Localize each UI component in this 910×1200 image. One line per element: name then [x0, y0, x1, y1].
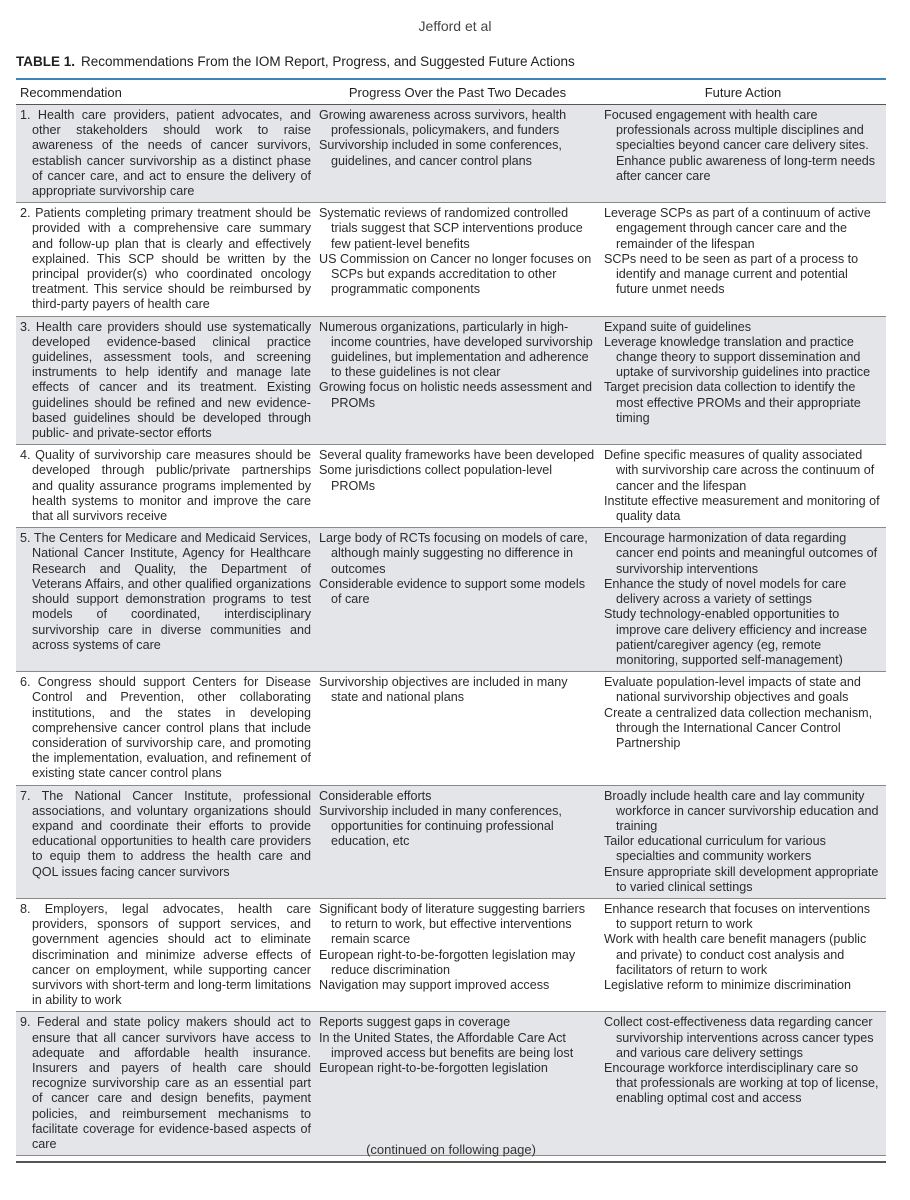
future-action-entry: Encourage workforce interdisciplinary care so that professionals are working at top of license, enabling optimal cost and access — [604, 1060, 879, 1106]
progress-cell — [315, 672, 600, 785]
future-action-entry: Encourage harmonization of data regarding cancer end points and meaningful outcomes of survivorship interventions — [604, 531, 878, 576]
future-action-cell — [600, 105, 886, 203]
progress-entry: Considerable evidence to support some models of care — [319, 576, 586, 607]
continuation-note: (continued on following page) — [366, 1142, 536, 1157]
progress-entry: Survivorship included in many conferences, opportunities for continuing professional education, etc — [319, 803, 562, 849]
future-action-cell — [600, 203, 886, 316]
progress-cell — [315, 316, 600, 445]
progress-entry: Systematic reviews of randomized controlled trials suggest that SCP interventions produce few patient-level benefits — [319, 206, 583, 251]
recommendations-table — [16, 78, 886, 1156]
table-title: Recommendations From the IOM Report, Progress, and Suggested Future Actions — [81, 54, 575, 69]
table-label: TABLE 1. — [16, 54, 76, 69]
future-action-entry: Study technology-enabled opportunities to improve care delivery efficiency and increase patient/caregiver agency (eg, remote monitoring, supported self-management) — [604, 607, 868, 667]
future-action-entry: Enhance research that focuses on interventions to support return to work — [604, 901, 871, 932]
future-action-entry: Focused engagement with health care professionals across multiple disciplines and specialties beyond cancer care delivery sites. Enhance public awareness of long-term needs after cancer care — [604, 108, 876, 183]
progress-entry: Several quality frameworks have been developed — [319, 448, 595, 463]
future-action-cell — [600, 445, 886, 528]
table-row — [16, 105, 886, 203]
recommendation-cell — [16, 528, 315, 672]
progress-entry: European right-to-be-forgotten legislation may reduce discrimination — [319, 947, 576, 977]
recommendation-text: 3. Health care providers should use systematically developed evidence-based clinical practice guidelines, assessment tools, and screening instruments to help identify and manage late effects of cancer and its treatment. Existing guidelines should be refined and new evidence-based guidelines should be developed through public- and private-sector efforts — [20, 319, 311, 441]
recommendation-text: 7. The National Cancer Institute, professional associations, and voluntary organizations should expand and coordinate their efforts to provide educational opportunities to health care providers to equip them to address the health care and QOL issues facing cancer survivors — [20, 788, 311, 879]
header-future-action: Future Action — [600, 79, 886, 105]
table-row — [16, 898, 886, 1011]
future-action-entry: Leverage SCPs as part of a continuum of active engagement through cancer care and the remainder of the lifespan — [604, 206, 871, 251]
progress-entry: Significant body of literature suggesting barriers to return to work, but effective interventions remain scarce — [319, 901, 586, 947]
table-row — [16, 1012, 886, 1156]
table-row — [16, 316, 886, 445]
recommendation-cell — [16, 105, 315, 203]
progress-cell — [315, 203, 600, 316]
recommendation-text: 8. Employers, legal advocates, health care providers, sponsors of support services, and government agencies should act to eliminate discrimination and minimize adverse effects of cancer on employment, while supporting cancer survivors with short-term and long-term limitations in ability to work — [20, 901, 311, 1008]
progress-entry: Survivorship included in some conferences, guidelines, and cancer control plans — [319, 138, 562, 168]
progress-entry: In the United States, the Affordable Care Act improved access but benefits are being lost — [319, 1030, 574, 1060]
future-action-cell — [600, 672, 886, 785]
future-action-cell — [600, 528, 886, 672]
progress-entry: Survivorship objectives are included in many state and national plans — [319, 675, 568, 705]
progress-entry: European right-to-be-forgotten legislation — [319, 1060, 548, 1075]
future-action-entry: Enhance the study of novel models for care delivery across a variety of settings — [604, 576, 847, 607]
future-action-entry: Create a centralized data collection mechanism, through the International Cancer Control Partnership — [604, 705, 873, 750]
recommendation-cell — [16, 203, 315, 316]
future-action-entry: SCPs need to be seen as part of a process to identify and manage current and potential future unmet needs — [604, 251, 859, 297]
table-row — [16, 203, 886, 316]
table-header-row — [16, 79, 886, 105]
progress-entry: Considerable efforts — [319, 788, 432, 803]
progress-entry: Navigation may support improved access — [319, 977, 550, 992]
recommendation-text: 4. Quality of survivorship care measures should be developed through public/private partnerships and quality assurance programs implemented by health systems to monitor and improve the care that all survivors receive — [20, 448, 311, 524]
table-row — [16, 528, 886, 672]
table-body — [16, 105, 886, 1156]
recommendation-cell — [16, 785, 315, 898]
future-action-entry: Broadly include health care and lay community workforce in cancer survivorship education and training — [604, 788, 879, 833]
future-action-entry: Institute effective measurement and monitoring of quality data — [604, 493, 880, 524]
recommendation-text: 1. Health care providers, patient advocates, and other stakeholders should work to raise awareness of the needs of cancer survivors, establish cancer survivorship as a distinct phase of cancer care, and act to ensure the delivery of appropriate survivorship care — [20, 108, 311, 199]
running-head: Jefford et al — [418, 18, 492, 34]
table-caption — [16, 54, 886, 69]
header-progress: Progress Over the Past Two Decades — [315, 79, 600, 105]
recommendation-cell — [16, 672, 315, 785]
header-recommendation: Recommendation — [16, 79, 315, 105]
recommendation-cell — [16, 1012, 315, 1156]
recommendation-text: 9. Federal and state policy makers should act to ensure that all cancer survivors have access to adequate and affordable health insurance. Insurers and payers of health care should recognize survivorship care as an essential part of cancer care and design benefits, payment policies, and reimbursement mechanisms to facilitate coverage for evidence-based aspects of care — [20, 1015, 311, 1151]
future-action-cell — [600, 316, 886, 445]
progress-entry: Large body of RCTs focusing on models of care, although mainly suggesting no difference in outcomes — [319, 531, 588, 576]
table-bottom-rule — [16, 1161, 886, 1163]
recommendation-cell — [16, 898, 315, 1011]
future-action-entry: Tailor educational curriculum for various specialties and community workers — [604, 834, 826, 864]
recommendation-cell — [16, 445, 315, 528]
recommendation-text: 2. Patients completing primary treatment should be provided with a comprehensive care summary and follow-up plan that is clearly and effectively explained. This SCP should be written by the principal provider(s) who coordinated oncology treatment. This service should be reimbursed by third-party payers of health care — [20, 206, 311, 312]
future-action-cell — [600, 898, 886, 1011]
progress-entry: US Commission on Cancer no longer focuses on SCPs but expands accreditation to other programmatic components — [319, 251, 592, 297]
progress-cell — [315, 785, 600, 898]
future-action-entry: Define specific measures of quality associated with survivorship care across the continuum of cancer and the lifespan — [604, 448, 875, 493]
table-row — [16, 785, 886, 898]
progress-entry: Reports suggest gaps in coverage — [319, 1015, 511, 1030]
recommendation-text: 6. Congress should support Centers for Disease Control and Prevention, other collaborating institutions, and the states in developing comprehensive cancer control plans that include consideration of survivorship care, and promoting the implementation, evaluation, and refinement of existing state cancer control plans — [20, 675, 311, 781]
progress-entry: Numerous organizations, particularly in high-income countries, have developed survivorship guidelines, but implementation and adherence to these guidelines is not clear — [319, 319, 593, 380]
future-action-entry: Expand suite of guidelines — [604, 319, 752, 334]
future-action-cell — [600, 1012, 886, 1156]
future-action-entry: Target precision data collection to identify the most effective PROMs and their appropriate timing — [604, 380, 861, 425]
future-action-entry: Ensure appropriate skill development appropriate to varied clinical settings — [604, 864, 879, 894]
progress-cell — [315, 1012, 600, 1156]
progress-cell — [315, 528, 600, 672]
future-action-entry: Evaluate population-level impacts of state and national survivorship objectives and goals — [604, 675, 861, 705]
table-row — [16, 672, 886, 785]
future-action-entry: Collect cost-effectiveness data regarding cancer survivorship interventions across cancer types and various care delivery settings — [604, 1015, 874, 1060]
progress-entry: Growing focus on holistic needs assessment and PROMs — [319, 380, 593, 410]
progress-cell — [315, 898, 600, 1011]
table-row — [16, 445, 886, 528]
progress-entry: Growing awareness across survivors, health professionals, policymakers, and funders — [319, 108, 567, 138]
future-action-entry: Legislative reform to minimize discrimination — [604, 977, 852, 992]
future-action-entry: Work with health care benefit managers (public and private) to conduct cost analysis and facilitators of return to work — [604, 932, 867, 977]
progress-cell — [315, 445, 600, 528]
future-action-cell — [600, 785, 886, 898]
future-action-entry: Leverage knowledge translation and practice change theory to support dissemination and uptake of survivorship guidelines into practice — [604, 334, 871, 380]
progress-cell — [315, 105, 600, 203]
recommendation-cell — [16, 316, 315, 445]
progress-entry: Some jurisdictions collect population-level PROMs — [319, 463, 553, 493]
recommendation-text: 5. The Centers for Medicare and Medicaid Services, National Cancer Institute, Agency for Healthcare Research and Quality, the Department of Veterans Affairs, and other qualified organizations should support demonstration programs to test models of coordinated, interdisciplinary survivorship care in diverse communities and across systems of care — [20, 531, 311, 652]
